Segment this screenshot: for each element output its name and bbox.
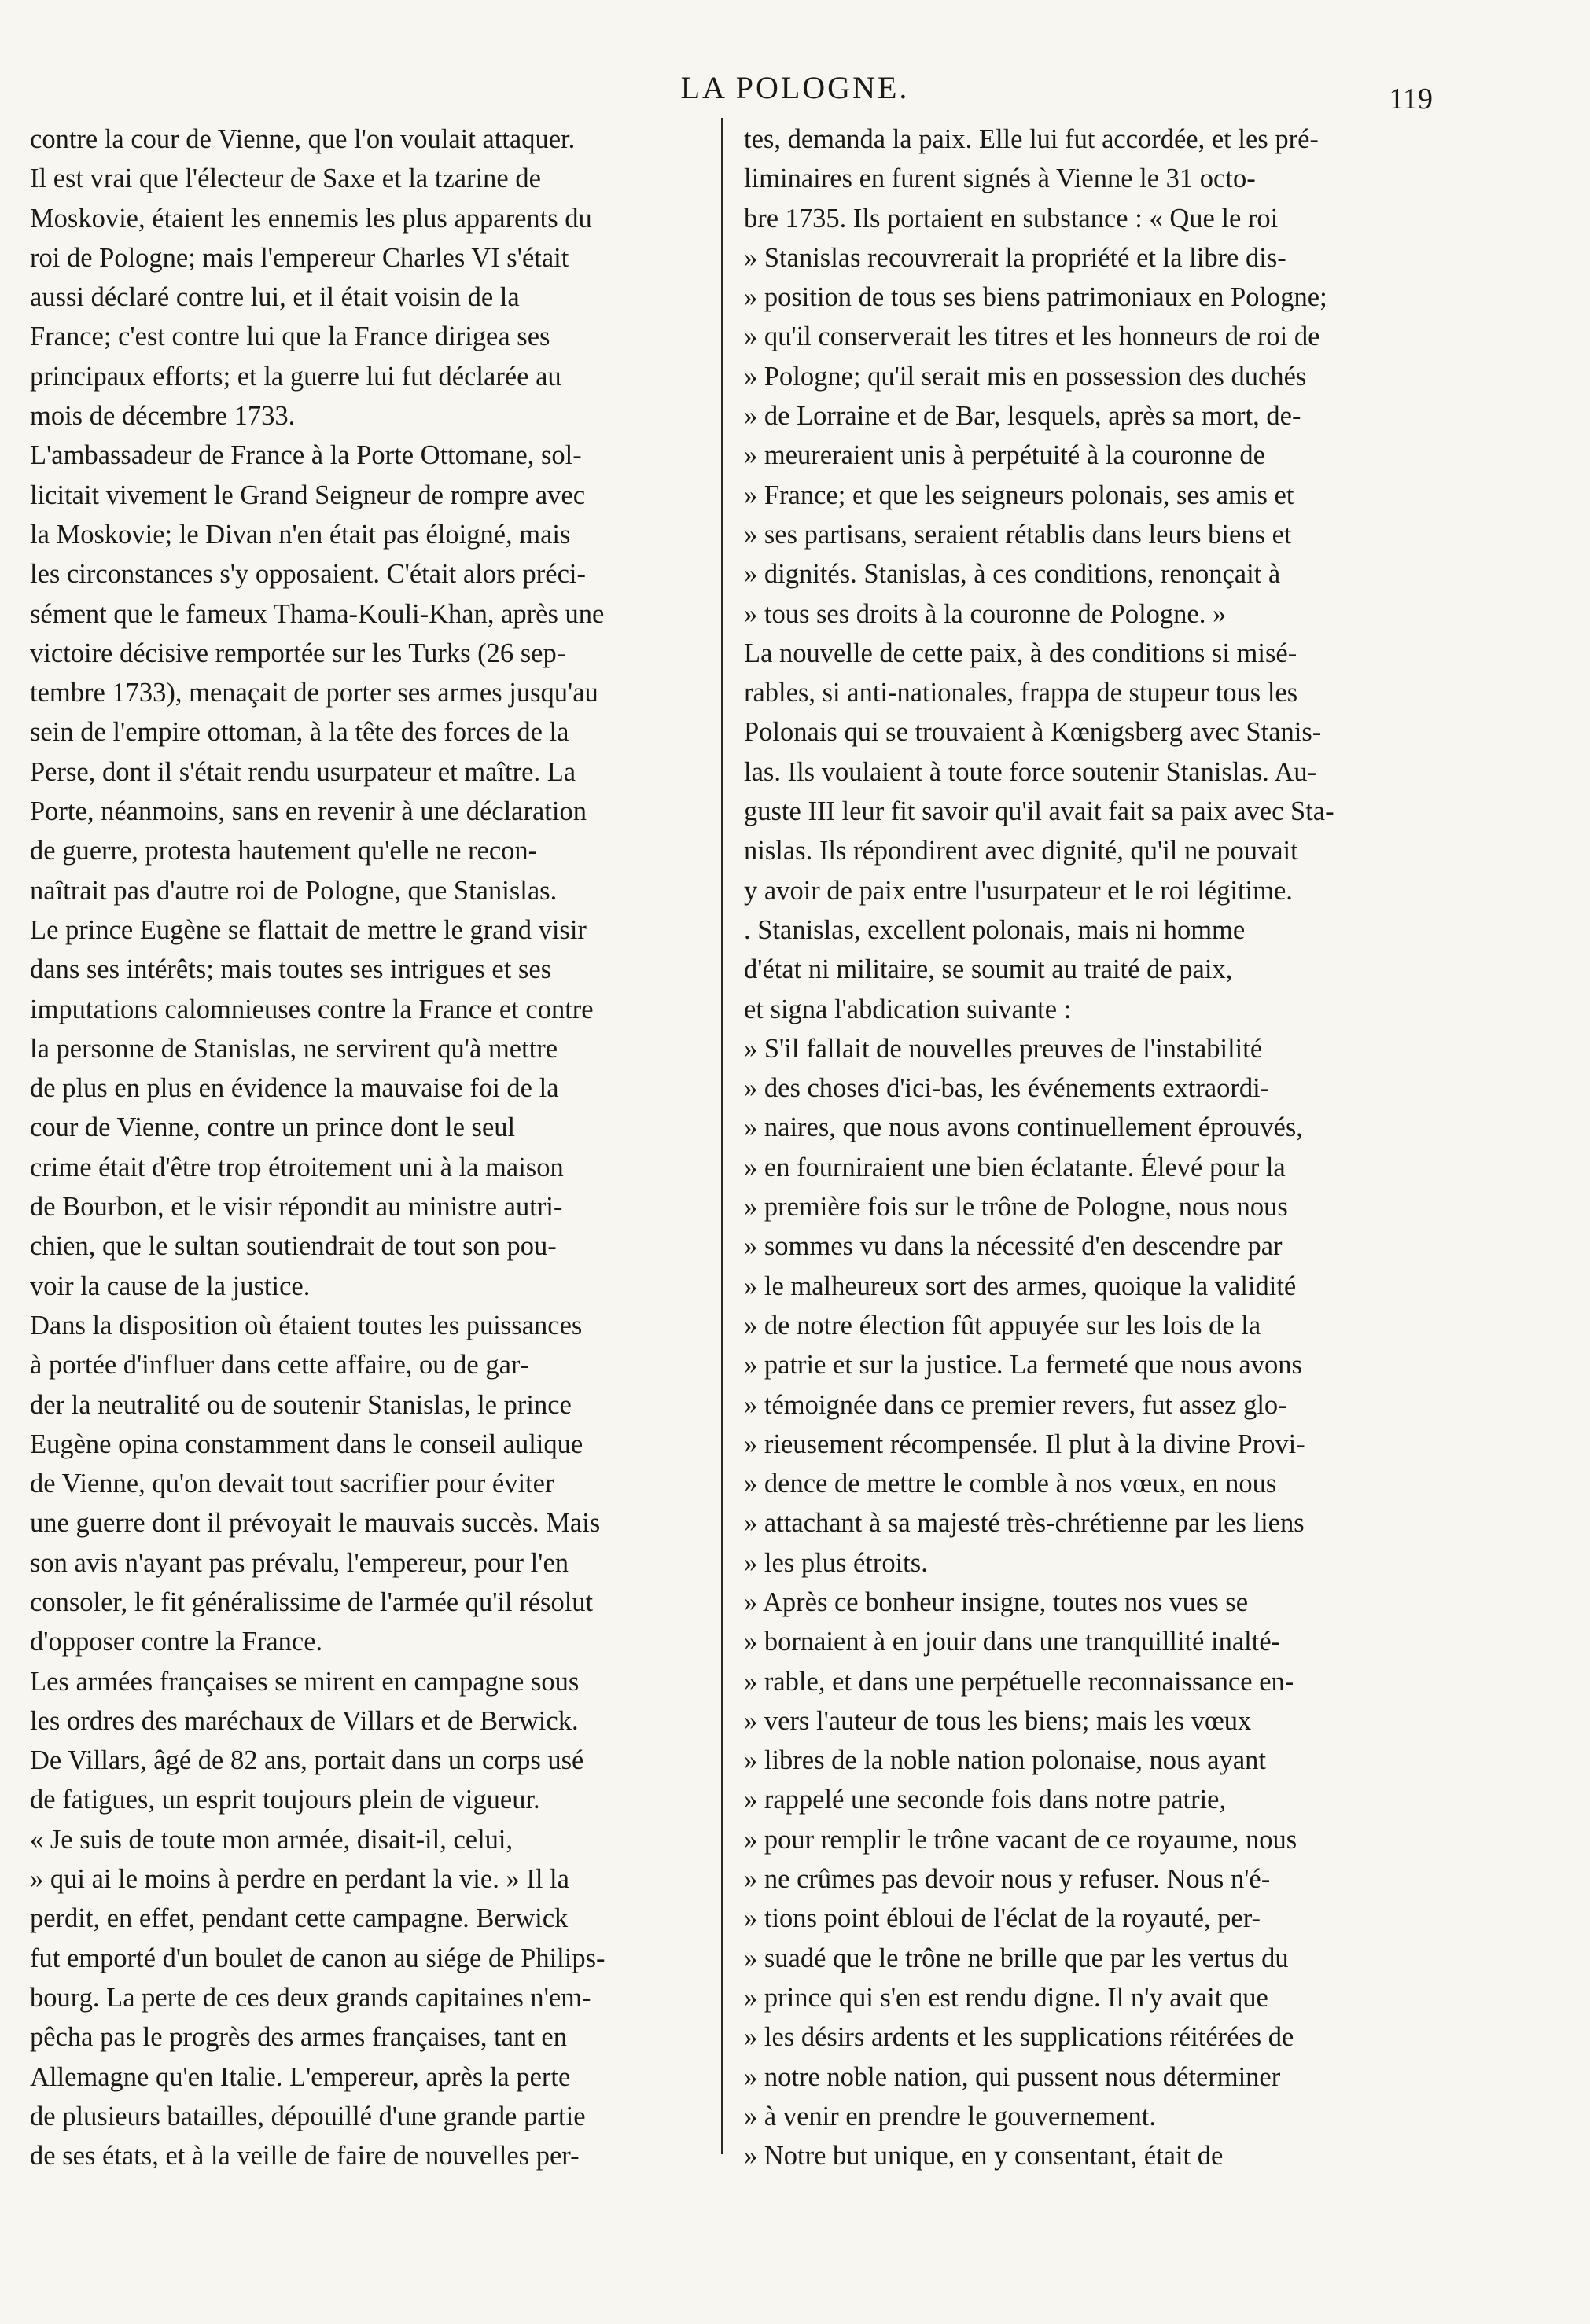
text-line: » rieusement récompensée. Il plut à la divine Provi- bbox=[744, 1429, 1305, 1459]
text-line: » de Lorraine et de Bar, lesquels, après sa mort, de- bbox=[744, 401, 1301, 432]
text-line: la Moskovie; le Divan n'en était pas éloigné, mais bbox=[30, 519, 571, 550]
text-line: » qu'il conserverait les titres et les honneurs de roi de bbox=[744, 322, 1320, 352]
text-line: d'état ni militaire, se soumit au traité de paix, bbox=[744, 954, 1233, 985]
text-line: » Notre but unique, en y consentant, était de bbox=[744, 2141, 1224, 2171]
text-line: » Stanislas recouvrerait la propriété et la libre dis- bbox=[744, 242, 1286, 273]
text-line: La nouvelle de cette paix, à des conditions si misé- bbox=[744, 638, 1297, 668]
text-line: tes, demanda la paix. Elle lui fut accordée, et les pré- bbox=[744, 124, 1319, 154]
page-number: 119 bbox=[1389, 83, 1433, 116]
left-text-column bbox=[30, 120, 728, 2175]
text-line: les circonstances s'y opposaient. C'était alors préci- bbox=[30, 559, 586, 590]
text-line: Eugène opina constamment dans le conseil aulique bbox=[30, 1429, 583, 1459]
text-line: de guerre, protesta hautement qu'elle ne recon- bbox=[30, 836, 538, 866]
text-line: de Bourbon, et le visir répondit au ministre autri- bbox=[30, 1192, 563, 1223]
text-line: dans ses intérêts; mais toutes ses intrigues et ses bbox=[30, 954, 552, 985]
text-line: de plus en plus en évidence la mauvaise foi de la bbox=[30, 1073, 559, 1104]
text-line: » le malheureux sort des armes, quoique la validité bbox=[744, 1270, 1297, 1301]
text-line: d'opposer contre la France. bbox=[30, 1627, 323, 1657]
text-line: » des choses d'ici-bas, les événements extraordi- bbox=[744, 1073, 1270, 1104]
text-line: une guerre dont il prévoyait le mauvais succès. Mais bbox=[30, 1508, 601, 1539]
text-line: perdit, en effet, pendant cette campagne. Berwick bbox=[30, 1903, 569, 1934]
text-line: » ne crûmes pas devoir nous y refuser. Nous n'é- bbox=[744, 1864, 1271, 1895]
text-line: Il est vrai que l'électeur de Saxe et la tzarine de bbox=[30, 164, 541, 194]
text-line: pêcha pas le progrès des armes françaises, tant en bbox=[30, 2022, 567, 2053]
text-line: guste III leur fit savoir qu'il avait fait sa paix avec Sta- bbox=[744, 796, 1334, 827]
text-line: de plusieurs batailles, dépouillé d'une grande partie bbox=[30, 2101, 586, 2131]
text-line: » vers l'auteur de tous les biens; mais les vœux bbox=[744, 1705, 1252, 1736]
text-line: bre 1735. Ils portaient en substance : « Que le roi bbox=[744, 203, 1279, 234]
text-line: les ordres des maréchaux de Villars et de Berwick. bbox=[30, 1705, 579, 1736]
text-line: » de notre élection fût appuyée sur les lois de la bbox=[744, 1310, 1261, 1340]
text-line: y avoir de paix entre l'usurpateur et le roi légitime. bbox=[744, 875, 1293, 906]
text-line: aussi déclaré contre lui, et il était voisin de la bbox=[30, 282, 520, 313]
text-line: victoire décisive remportée sur les Turks (26 sep- bbox=[30, 638, 566, 668]
text-line: » libres de la noble nation polonaise, nous ayant bbox=[744, 1745, 1266, 1776]
text-line: las. Ils voulaient à toute force soutenir Stanislas. Au- bbox=[744, 756, 1317, 787]
text-line: Les armées françaises se mirent en campagne sous bbox=[30, 1666, 580, 1697]
text-line: tembre 1733), menaçait de porter ses armes jusqu'au bbox=[30, 678, 598, 708]
text-line: contre la cour de Vienne, que l'on voulait attaquer. bbox=[30, 124, 576, 154]
text-line: L'ambassadeur de France à la Porte Ottomane, sol- bbox=[30, 440, 582, 471]
text-line: » rable, et dans une perpétuelle reconnaissance en- bbox=[744, 1666, 1294, 1697]
text-line: nislas. Ils répondirent avec dignité, qu'il ne pouvait bbox=[744, 836, 1298, 866]
running-header: LA POLOGNE. bbox=[680, 70, 910, 105]
text-line: Le prince Eugène se flattait de mettre le grand visir bbox=[30, 914, 587, 945]
text-line: principaux efforts; et la guerre lui fut déclarée au bbox=[30, 361, 561, 392]
text-line: « Je suis de toute mon armée, disait-il, celui, bbox=[30, 1824, 513, 1855]
text-line: France; c'est contre lui que la France dirigea ses bbox=[30, 322, 550, 352]
text-line: » sommes vu dans la nécessité d'en descendre par bbox=[744, 1231, 1283, 1262]
text-line: » dence de mettre le comble à nos vœux, en nous bbox=[744, 1469, 1277, 1499]
text-line: » à venir en prendre le gouvernement. bbox=[744, 2101, 1156, 2131]
text-line: liminaires en furent signés à Vienne le 31 octo- bbox=[744, 164, 1256, 194]
text-line: » tions point ébloui de l'éclat de la royauté, per- bbox=[744, 1903, 1261, 1934]
text-line: » première fois sur le trône de Pologne, nous nous bbox=[744, 1192, 1288, 1223]
text-line: » en fourniraient une bien éclatante. Élevé pour la bbox=[744, 1152, 1286, 1182]
text-line: crime était d'être trop étroitement uni à la maison bbox=[30, 1152, 564, 1182]
text-line: naîtrait pas d'autre roi de Pologne, que Stanislas. bbox=[30, 875, 558, 906]
text-line: son avis n'ayant pas prévalu, l'empereur, pour l'en bbox=[30, 1547, 569, 1578]
text-line: imputations calomnieuses contre la France et contre bbox=[30, 994, 594, 1024]
column-divider bbox=[721, 118, 723, 2154]
text-line: » patrie et sur la justice. La fermeté que nous avons bbox=[744, 1350, 1302, 1381]
text-line: Moskovie, étaient les ennemis les plus apparents du bbox=[30, 203, 592, 234]
text-line: et signa l'abdication suivante : bbox=[744, 994, 1072, 1024]
text-line: . Stanislas, excellent polonais, mais ni homme bbox=[744, 914, 1246, 945]
text-line: Dans la disposition où étaient toutes les puissances bbox=[30, 1310, 583, 1340]
text-line: » les plus étroits. bbox=[744, 1547, 928, 1578]
text-line: » bornaient à en jouir dans une tranquillité inalté- bbox=[744, 1627, 1281, 1657]
text-line: de Vienne, qu'on devait tout sacrifier pour éviter bbox=[30, 1469, 554, 1499]
text-line: » qui ai le moins à perdre en perdant la vie. » Il la bbox=[30, 1864, 569, 1895]
text-line: bourg. La perte de ces deux grands capitaines n'em- bbox=[30, 1982, 591, 2013]
text-line: à portée d'influer dans cette affaire, ou de gar- bbox=[30, 1350, 529, 1381]
text-line: » tous ses droits à la couronne de Pologne. » bbox=[744, 598, 1227, 629]
text-line: Allemagne qu'en Italie. L'empereur, après la perte bbox=[30, 2061, 571, 2092]
text-line: » dignités. Stanislas, à ces conditions, renonçait à bbox=[744, 559, 1281, 590]
text-line: licitait vivement le Grand Seigneur de rompre avec bbox=[30, 480, 586, 510]
text-line: de fatigues, un esprit toujours plein de vigueur. bbox=[30, 1785, 540, 1815]
text-line: fut emporté d'un boulet de canon au siége de Philips- bbox=[30, 1943, 605, 1973]
text-line: der la neutralité ou de soutenir Stanislas, le prince bbox=[30, 1389, 572, 1420]
text-line: » meureraient unis à perpétuité à la couronne de bbox=[744, 440, 1265, 471]
text-line: sément que le fameux Thama-Kouli-Khan, après une bbox=[30, 598, 605, 629]
text-line: Porte, néanmoins, sans en revenir à une déclaration bbox=[30, 796, 587, 827]
text-line: roi de Pologne; mais l'empereur Charles VI s'était bbox=[30, 242, 569, 273]
text-line: De Villars, âgé de 82 ans, portait dans un corps usé bbox=[30, 1745, 584, 1776]
text-line: » ses partisans, seraient rétablis dans leurs biens et bbox=[744, 519, 1292, 550]
text-line: » suadé que le trône ne brille que par les vertus du bbox=[744, 1943, 1289, 1973]
text-line: » France; et que les seigneurs polonais, ses amis et bbox=[744, 480, 1294, 510]
text-line: » notre noble nation, qui pussent nous déterminer bbox=[744, 2061, 1281, 2092]
text-line: » témoignée dans ce premier revers, fut assez glo- bbox=[744, 1389, 1287, 1420]
text-line: cour de Vienne, contre un prince dont le seul bbox=[30, 1112, 516, 1143]
text-line: mois de décembre 1733. bbox=[30, 401, 296, 432]
text-line: » S'il fallait de nouvelles preuves de l'instabilité bbox=[744, 1033, 1263, 1064]
text-line: » les désirs ardents et les supplications réitérées de bbox=[744, 2022, 1294, 2053]
text-line: consoler, le fit généralissime de l'armée qu'il résolut bbox=[30, 1587, 594, 1617]
text-line: Polonais qui se trouvaient à Kœnigsberg avec Stanis- bbox=[744, 717, 1322, 748]
text-line: » Pologne; qu'il serait mis en possession des duchés bbox=[744, 361, 1307, 392]
text-line: » pour remplir le trône vacant de ce royaume, nous bbox=[744, 1824, 1297, 1855]
text-line: voir la cause de la justice. bbox=[30, 1270, 311, 1301]
text-line: » rappelé une seconde fois dans notre patrie, bbox=[744, 1785, 1227, 1815]
text-line: » prince qui s'en est rendu digne. Il n'y avait que bbox=[744, 1982, 1268, 2013]
right-text-column bbox=[744, 120, 1442, 2175]
text-line: sein de l'empire ottoman, à la tête des forces de la bbox=[30, 717, 569, 748]
text-line: » attachant à sa majesté très-chrétienne par les liens bbox=[744, 1508, 1305, 1539]
text-line: Perse, dont il s'était rendu usurpateur et maître. La bbox=[30, 756, 576, 787]
text-line: » position de tous ses biens patrimoniaux en Pologne; bbox=[744, 282, 1327, 313]
text-line: » naires, que nous avons continuellement éprouvés, bbox=[744, 1112, 1303, 1143]
text-line: » Après ce bonheur insigne, toutes nos vues se bbox=[744, 1587, 1249, 1617]
text-line: rables, si anti-nationales, frappa de stupeur tous les bbox=[744, 678, 1298, 708]
text-line: la personne de Stanislas, ne servirent qu'à mettre bbox=[30, 1033, 558, 1064]
text-line: chien, que le sultan soutiendrait de tout son pou- bbox=[30, 1231, 557, 1262]
text-line: de ses états, et à la veille de faire de nouvelles per- bbox=[30, 2141, 580, 2171]
